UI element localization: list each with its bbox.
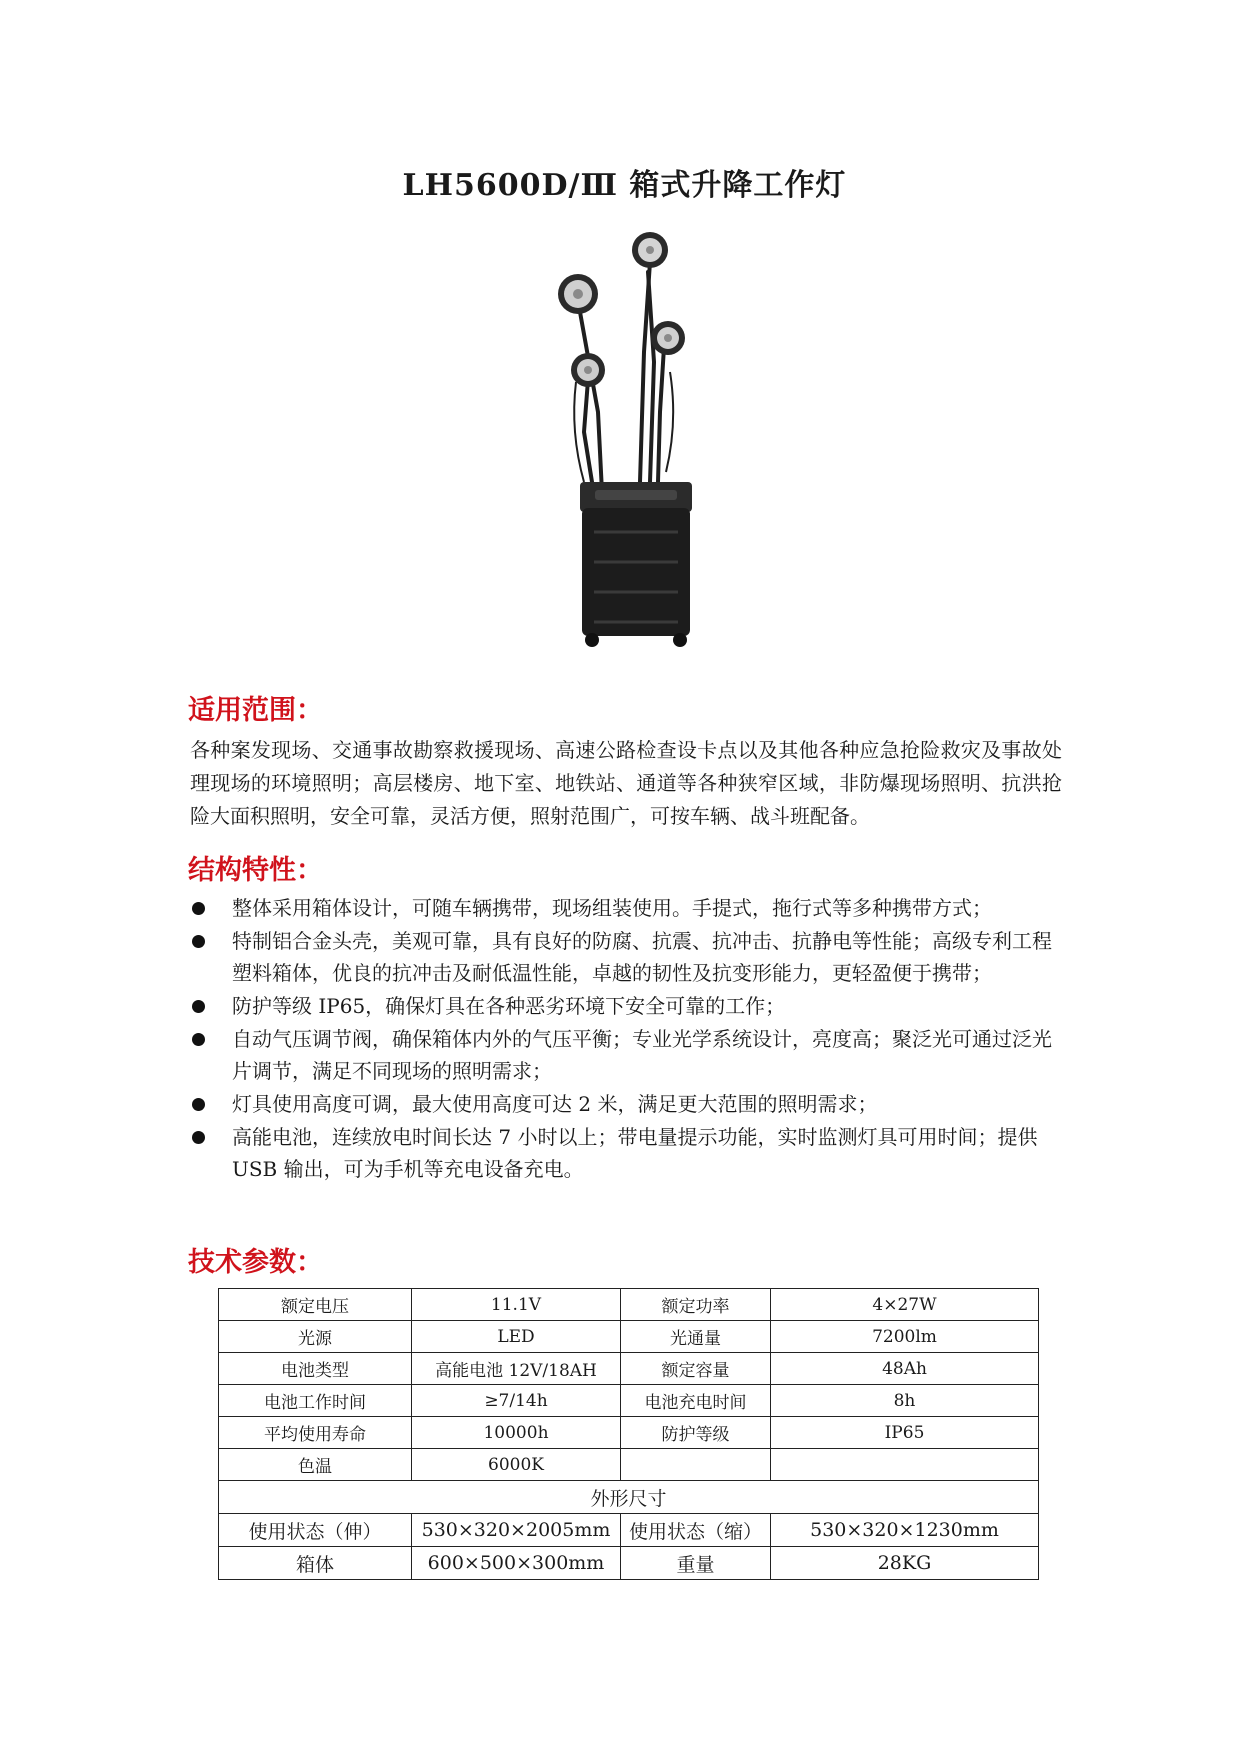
bullet-icon (192, 1000, 205, 1013)
table-cell: ≥7/14h (412, 1385, 621, 1417)
table-cell: 28KG (771, 1547, 1039, 1580)
table-row (219, 1481, 1039, 1514)
table-cell (621, 1449, 771, 1481)
table-row (219, 1449, 1039, 1481)
table-cell: 平均使用寿命 (219, 1417, 412, 1449)
bullet-icon (192, 1033, 205, 1046)
tech-heading: 技术参数： (188, 1247, 323, 1278)
list-item: 防护等级 IP65，确保灯具在各种恶劣环境下安全可靠的工作； (190, 990, 1062, 1022)
table-cell: 光源 (219, 1321, 412, 1353)
table-cell: 8h (771, 1385, 1039, 1417)
table-cell: 600×500×300mm (412, 1547, 621, 1580)
table-row (219, 1417, 1039, 1449)
spec-table (218, 1288, 1039, 1580)
list-item: 高能电池，连续放电时间长达 7 小时以上；带电量提示功能，实时监测灯具可用时间；提供 USB 输出，可为手机等充电设备充电。 (190, 1121, 1062, 1185)
dimension-header: 外形尺寸 (219, 1481, 1039, 1514)
table-cell: IP65 (771, 1417, 1039, 1449)
table-cell: 电池充电时间 (621, 1385, 771, 1417)
feature-list (190, 892, 1062, 1186)
table-cell: 11.1V (412, 1289, 621, 1321)
table-cell: 额定电压 (219, 1289, 412, 1321)
lift-work-light-icon (540, 232, 740, 652)
structure-heading: 结构特性： (188, 855, 323, 886)
bullet-icon (192, 935, 205, 948)
table-row (219, 1353, 1039, 1385)
table-cell: 高能电池 12V/18AH (412, 1353, 621, 1385)
bullet-icon (192, 1098, 205, 1111)
table-cell: 重量 (621, 1547, 771, 1580)
table-cell: 电池类型 (219, 1353, 412, 1385)
table-row (219, 1321, 1039, 1353)
table-cell: 7200lm (771, 1321, 1039, 1353)
bullet-icon (192, 1131, 205, 1144)
list-item: 自动气压调节阀，确保箱体内外的气压平衡；专业光学系统设计，亮度高；聚泛光可通过泛光片调节，满足不同现场的照明需求； (190, 1023, 1062, 1087)
table-cell: 光通量 (621, 1321, 771, 1353)
table-row (219, 1547, 1039, 1580)
table-cell: 6000K (412, 1449, 621, 1481)
table-cell: 电池工作时间 (219, 1385, 412, 1417)
table-cell: 色温 (219, 1449, 412, 1481)
table-row (219, 1514, 1039, 1547)
table-cell: 箱体 (219, 1547, 412, 1580)
bullet-icon (192, 902, 205, 915)
table-row (219, 1385, 1039, 1417)
scope-heading: 适用范围： (188, 695, 323, 726)
table-cell: 额定功率 (621, 1289, 771, 1321)
table-cell: 48Ah (771, 1353, 1039, 1385)
table-cell: 使用状态（缩） (621, 1514, 771, 1547)
list-item: 特制铝合金头壳，美观可靠，具有良好的防腐、抗震、抗冲击、抗静电等性能；高级专利工程塑料箱体，优良的抗冲击及耐低温性能，卓越的韧性及抗变形能力，更轻盈便于携带； (190, 925, 1062, 989)
table-cell: LED (412, 1321, 621, 1353)
table-row (219, 1289, 1039, 1321)
table-cell: 额定容量 (621, 1353, 771, 1385)
scope-text: 各种案发现场、交通事故勘察救援现场、高速公路检查设卡点以及其他各种应急抢险救灾及事故处理现场的环境照明；高层楼房、地下室、地铁站、通道等各种狭窄区域，非防爆现场照明、抗洪抢险大面积照明，安全可靠，灵活方便，照射范围广，可按车辆、战斗班配备。 (190, 738, 1062, 828)
list-item: 整体采用箱体设计，可随车辆携带，现场组装使用。手提式，拖行式等多种携带方式； (190, 892, 1062, 924)
list-item: 灯具使用高度可调，最大使用高度可达 2 米，满足更大范围的照明需求； (190, 1088, 1062, 1120)
table-cell: 使用状态（伸） (219, 1514, 412, 1547)
table-cell (771, 1449, 1039, 1481)
page-title: LH5600D/Ⅲ 箱式升降工作灯 (402, 168, 847, 203)
table-cell: 530×320×1230mm (771, 1514, 1039, 1547)
table-cell: 4×27W (771, 1289, 1039, 1321)
table-cell: 530×320×2005mm (412, 1514, 621, 1547)
table-cell: 防护等级 (621, 1417, 771, 1449)
table-cell: 10000h (412, 1417, 621, 1449)
